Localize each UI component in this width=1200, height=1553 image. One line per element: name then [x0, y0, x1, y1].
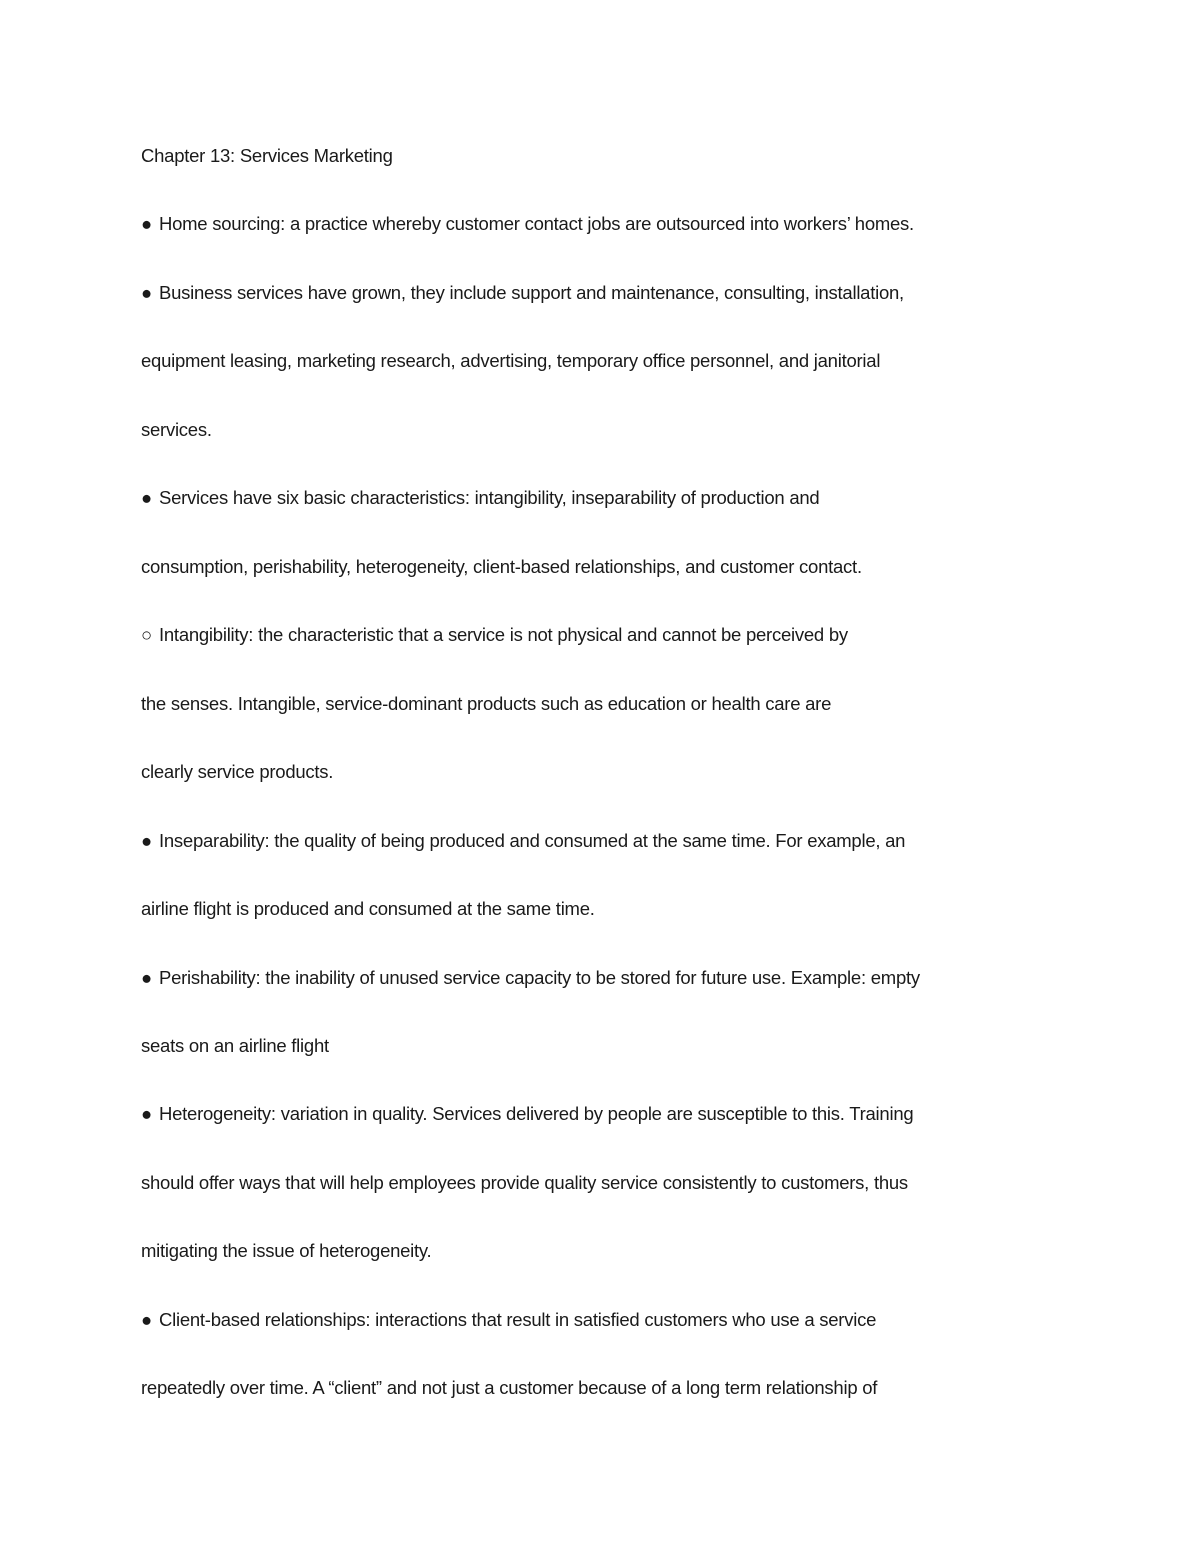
bullet-line-inseparability: [141, 830, 905, 852]
filled-bullet-icon: ●: [141, 1309, 152, 1330]
bullet-line-heterogeneity: [141, 1103, 913, 1125]
line-text: Home sourcing: a practice whereby customer contact jobs are outsourced into workers’ homes.: [159, 213, 914, 234]
text-line: the senses. Intangible, service-dominant products such as education or health care are: [141, 693, 832, 714]
line-text: Client-based relationships: interactions that result in satisfied customers who use a service: [159, 1309, 877, 1330]
bullet-line-six-characteristics: [141, 487, 819, 509]
line-text: Perishability: the inability of unused service capacity to be stored for future use. Example: empty: [159, 967, 920, 988]
line-text: Inseparability: the quality of being produced and consumed at the same time. For example, an: [159, 830, 906, 851]
text-line: equipment leasing, marketing research, advertising, temporary office personnel, and janitorial: [141, 350, 881, 371]
filled-bullet-icon: ●: [141, 487, 152, 508]
text-line: clearly service products.: [141, 761, 334, 782]
text-line: mitigating the issue of heterogeneity.: [141, 1240, 432, 1261]
bullet-line-client-based: [141, 1309, 876, 1331]
text-line: consumption, perishability, heterogeneity, client-based relationships, and customer contact.: [141, 556, 862, 577]
line-text: Business services have grown, they include support and maintenance, consulting, installation,: [159, 282, 904, 303]
filled-bullet-icon: ●: [141, 967, 152, 988]
filled-bullet-icon: ●: [141, 213, 152, 234]
text-line: repeatedly over time. A “client” and not just a customer because of a long term relationship of: [141, 1377, 878, 1398]
bullet-line-perishability: [141, 967, 920, 989]
text-line: airline flight is produced and consumed at the same time.: [141, 898, 595, 919]
bullet-line-business-services: [141, 282, 904, 304]
filled-bullet-icon: ●: [141, 830, 152, 851]
text-line: services.: [141, 419, 212, 440]
bullet-line-home-sourcing: [141, 213, 914, 235]
page-title: Chapter 13: Services Marketing: [141, 145, 393, 166]
line-text: Services have six basic characteristics: intangibility, inseparability of production and: [159, 487, 820, 508]
line-text: Heterogeneity: variation in quality. Services delivered by people are susceptible to this. Training: [159, 1103, 914, 1124]
filled-bullet-icon: ●: [141, 282, 152, 303]
text-line: seats on an airline flight: [141, 1035, 329, 1056]
line-text: Intangibility: the characteristic that a service is not physical and cannot be perceived by: [159, 624, 848, 645]
filled-bullet-icon: ●: [141, 1103, 152, 1124]
text-line: should offer ways that will help employees provide quality service consistently to customers, thus: [141, 1172, 908, 1193]
hollow-bullet-icon: ○: [141, 624, 152, 645]
bullet-line-intangibility: [141, 624, 848, 646]
